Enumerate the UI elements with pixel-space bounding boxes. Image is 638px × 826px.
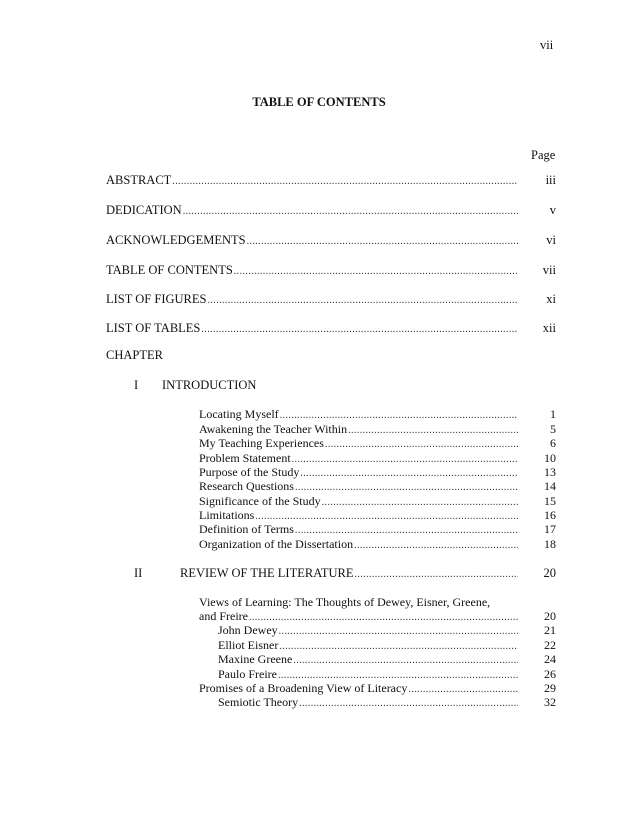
- chapter-numeral: I: [134, 378, 139, 392]
- leader-dots: [172, 174, 518, 190]
- toc-chapter-entry[interactable]: [180, 565, 518, 581]
- toc-entry-page: 26: [544, 667, 556, 681]
- toc-subsection-entry[interactable]: [218, 622, 518, 638]
- toc-entry-page: v: [549, 203, 556, 217]
- chapter-title[interactable]: INTRODUCTION: [162, 378, 257, 392]
- toc-entry-label: Semiotic Theory: [218, 695, 299, 709]
- leader-dots: [234, 264, 518, 280]
- toc-entry-abstract[interactable]: [106, 172, 518, 188]
- toc-entry-label: Research Questions: [199, 479, 294, 493]
- toc-entry-label: Purpose of the Study: [199, 465, 300, 479]
- leader-dots: [183, 204, 518, 220]
- toc-entry-page: 10: [544, 451, 556, 465]
- toc-entry-label: Problem Statement: [199, 451, 291, 465]
- toc-entry-page: 17: [544, 522, 556, 536]
- toc-section-entry[interactable]: [199, 478, 518, 494]
- toc-section-label-line1[interactable]: Views of Learning: The Thoughts of Dewey, Eisner, Greene,: [199, 595, 491, 609]
- toc-entry-page: 20: [544, 609, 556, 623]
- toc-entry-list-of-tables[interactable]: [106, 320, 518, 336]
- toc-entry-page: xi: [546, 292, 556, 306]
- toc-section-entry[interactable]: [199, 521, 518, 537]
- toc-entry-label: LIST OF TABLES: [106, 321, 201, 335]
- chapter-title: REVIEW OF THE LITERATURE: [180, 566, 354, 580]
- toc-entry-label: Maxine Greene: [218, 652, 293, 666]
- toc-entry-page: 32: [544, 695, 556, 709]
- page-title: TABLE OF CONTENTS: [252, 95, 386, 109]
- toc-entry-dedication[interactable]: [106, 202, 518, 218]
- toc-entry-page: 24: [544, 652, 556, 666]
- toc-entry-page: 5: [550, 422, 556, 436]
- toc-section-entry[interactable]: [199, 406, 518, 422]
- toc-entry-page: 13: [544, 465, 556, 479]
- toc-entry-page: vii: [542, 263, 556, 277]
- toc-entry-label: Definition of Terms: [199, 522, 294, 536]
- toc-entry-page: 21: [544, 623, 556, 637]
- leader-dots: [354, 567, 518, 583]
- toc-entry-label: ACKNOWLEDGEMENTS: [106, 233, 246, 247]
- toc-section-entry[interactable]: [199, 435, 518, 451]
- leader-dots: [247, 234, 518, 250]
- toc-entry-page: vi: [546, 233, 556, 247]
- toc-entry-label: Significance of the Study: [199, 494, 321, 508]
- page-number: vii: [540, 38, 554, 52]
- toc-entry-page: 16: [544, 508, 556, 522]
- toc-entry-page: 1: [550, 407, 556, 421]
- toc-entry-page: 29: [544, 681, 556, 695]
- toc-entry-acknowledgements[interactable]: [106, 232, 518, 248]
- chapter-heading: CHAPTER: [106, 348, 163, 362]
- toc-entry-page: iii: [545, 173, 556, 187]
- toc-entry-label: LIST OF FIGURES: [106, 292, 207, 306]
- toc-entry-list-of-figures[interactable]: [106, 291, 518, 307]
- toc-entry-label: Elliot Eisner: [218, 638, 279, 652]
- leader-dots: [201, 322, 518, 338]
- toc-entry-label: Promises of a Broadening View of Literacy: [199, 681, 408, 695]
- chapter-numeral: II: [134, 566, 143, 580]
- leader-dots: [354, 538, 518, 554]
- toc-entry-label: TABLE OF CONTENTS: [106, 263, 233, 277]
- toc-entry-page: 18: [544, 537, 556, 551]
- page-column-header: Page: [531, 148, 556, 162]
- toc-entry-page: 22: [544, 638, 556, 652]
- leader-dots: [207, 293, 518, 309]
- toc-entry-label: DEDICATION: [106, 203, 182, 217]
- toc-section-entry[interactable]: [199, 536, 518, 552]
- toc-entry-page: 20: [543, 566, 556, 580]
- toc-entry-label: Awakening the Teacher Within: [199, 422, 348, 436]
- toc-entry-label: ABSTRACT: [106, 173, 172, 187]
- toc-entry-label: My Teaching Experiences: [199, 436, 324, 450]
- toc-entry-page: 6: [550, 436, 556, 450]
- leader-dots: [299, 696, 518, 712]
- toc-subsection-entry[interactable]: [218, 651, 518, 667]
- toc-entry-page: 15: [544, 494, 556, 508]
- toc-entry-label: Locating Myself: [199, 407, 279, 421]
- toc-entry-label: Paulo Freire: [218, 667, 277, 681]
- toc-entry-label: and Freire: [199, 609, 248, 623]
- toc-entry-page: 14: [544, 479, 556, 493]
- toc-subsection-entry[interactable]: [218, 694, 518, 710]
- toc-entry-label: John Dewey: [218, 623, 278, 637]
- toc-entry-table-of-contents[interactable]: [106, 262, 518, 278]
- toc-entry-label: Organization of the Dissertation: [199, 537, 354, 551]
- toc-entry-page: xii: [542, 321, 556, 335]
- toc-entry-label: Limitations: [199, 508, 255, 522]
